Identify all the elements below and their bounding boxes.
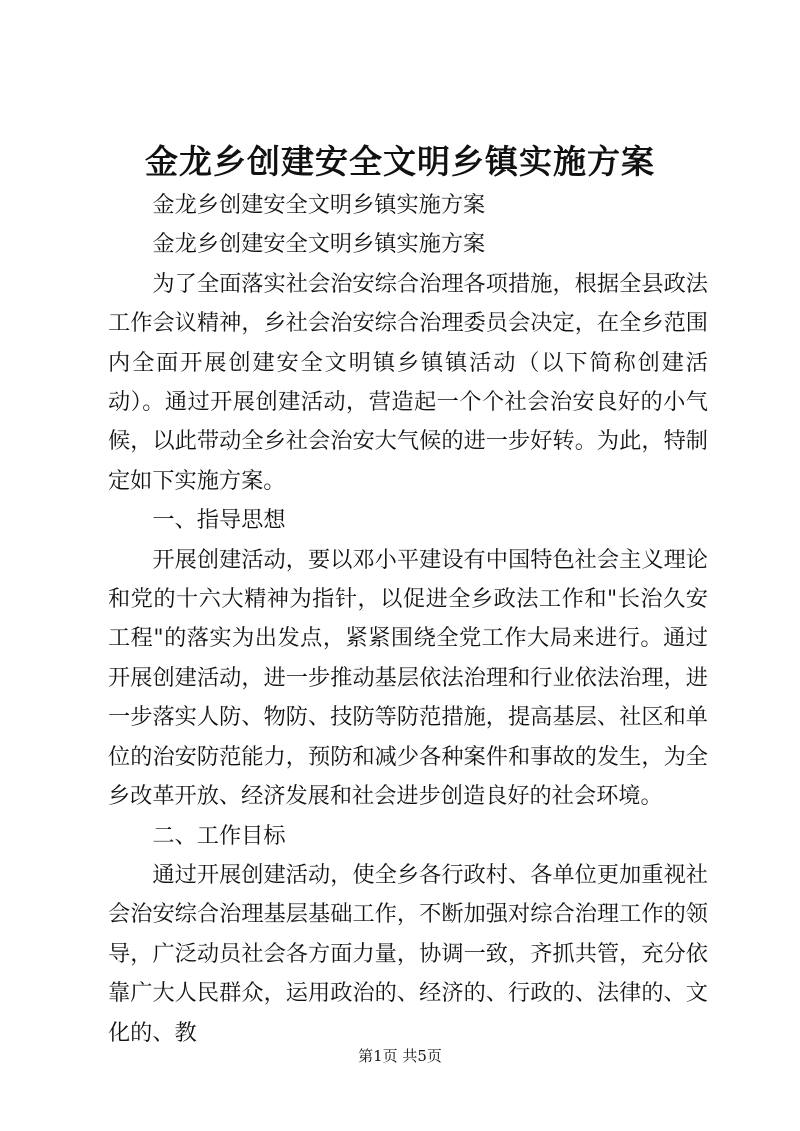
subtitle-line: 金龙乡创建安全文明乡镇实施方案 <box>152 231 486 258</box>
document-body <box>108 186 708 1053</box>
guiding-principle-paragraph: 开展创建活动，要以邓小平建设有中国特色社会主义理论和党的十六大精神为指针，以促进全乡政法工作和"长治久安工程"的落实为出发点，紧紧围绕全党工作大局来进行。通过开展创建活动，进一步推动基层依法治理和行业依法治理，进一步落实人防、物防、技防等防范措施，提高基层、社区和单位的治安防范能力，预防和减少各种案件和事故的发生，为全乡改革开放、经济发展和社会进步创造良好的社会环境。 <box>108 546 708 810</box>
document-title: 金龙乡创建安全文明乡镇实施方案 <box>145 142 655 181</box>
section-heading: 一、指导思想 <box>152 507 286 534</box>
section-heading: 二、工作目标 <box>152 822 286 849</box>
work-goal-paragraph: 通过开展创建活动，使全乡各行政村、各单位更加重视社会治安综合治理基层基础工作，不断加强对综合治理工作的领导，广泛动员社会各方面力量，协调一致，齐抓共管，充分依靠广大人民群众，运用政治的、经济的、行政的、法律的、文化的、教 <box>108 861 708 1046</box>
intro-paragraph: 为了全面落实社会治安综合治理各项措施，根据全县政法工作会议精神，乡社会治安综合治理委员会决定，在全乡范围内全面开展创建安全文明镇乡镇镇活动（以下简称创建活动）。通过开展创建活动，营造起一个个社会治安良好的小气候，以此带动全乡社会治安大气候的进一步好转。为此，特制定如下实施方案。 <box>108 270 708 494</box>
subtitle-line: 金龙乡创建安全文明乡镇实施方案 <box>152 192 486 218</box>
page-footer: 第1页 共5页 <box>358 1047 442 1065</box>
